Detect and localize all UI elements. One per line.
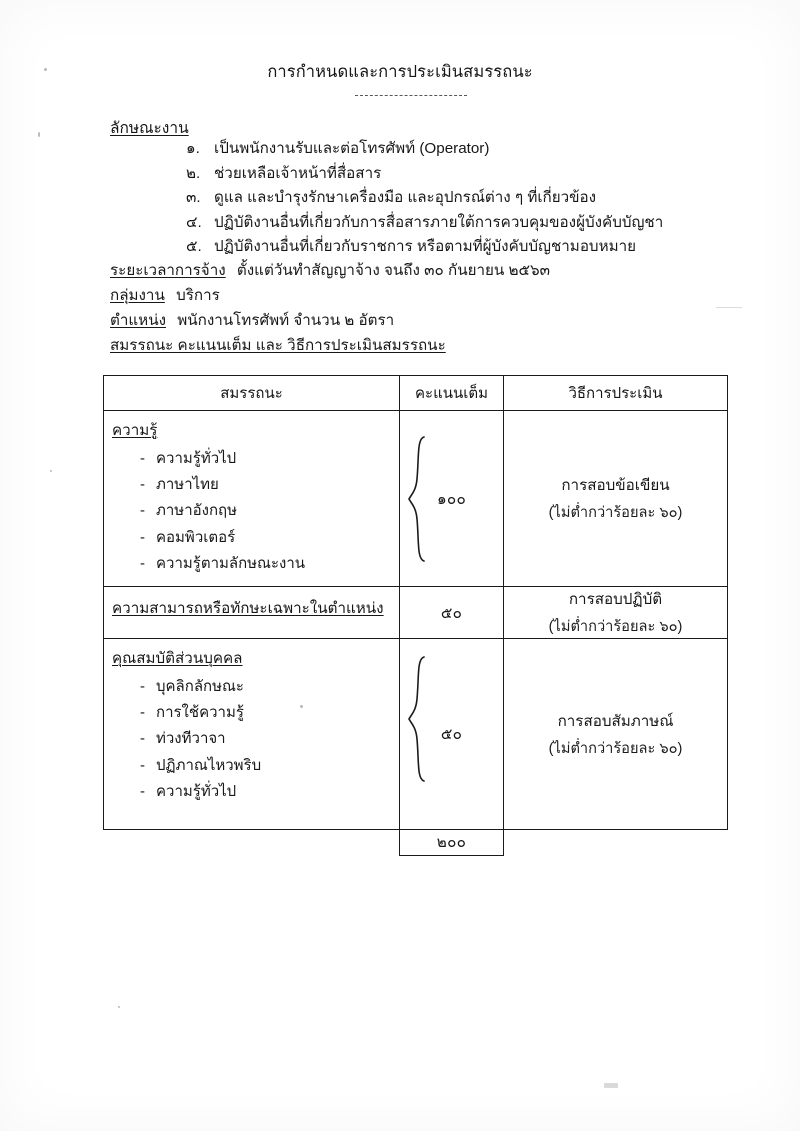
sub-item-label: การใช้ความรู้ <box>156 704 244 722</box>
bullet-dash: - <box>140 476 145 494</box>
sub-item-label: ปฏิภาณไหวพริบ <box>156 756 262 774</box>
list-item <box>112 753 399 779</box>
score-value: ๑๐๐ <box>436 490 467 508</box>
duty-text: ปฏิบัติงานอื่นที่เกี่ยวกับการสื่อสารภายใต้การควบคุมของผู้บังคับบัญชา <box>214 213 664 231</box>
total-score-value: ๒๐๐ <box>436 834 467 852</box>
competency-title: คุณสมบัติส่วนบุคคล <box>112 650 243 668</box>
list-item <box>112 472 399 498</box>
scan-artifact <box>716 307 742 308</box>
list-item <box>112 779 399 805</box>
sub-item-label: บุคลิกลักษณะ <box>156 678 244 696</box>
list-item <box>186 162 706 187</box>
duty-number: ๑. <box>186 140 200 157</box>
cell-competency <box>104 411 399 586</box>
employment-period-label: ระยะเวลาการจ้าง <box>110 262 226 279</box>
sub-item-label: ภาษาอังกฤษ <box>156 502 238 520</box>
competency-table <box>103 375 728 852</box>
sub-item-label: ความรู้ทั่วไป <box>156 450 237 467</box>
cell-score <box>399 639 504 829</box>
position-label: ตำแหน่ง <box>110 312 166 329</box>
cell-method <box>504 639 727 829</box>
header-cell-method: วิธีการประเมิน <box>568 385 663 402</box>
curly-brace-icon <box>408 655 428 783</box>
curly-brace-icon <box>408 435 428 563</box>
table-row <box>104 586 727 638</box>
duty-text: ช่วยเหลือเจ้าหน้าที่สื่อสาร <box>214 164 382 182</box>
list-item <box>112 700 399 726</box>
position-value: พนักงานโทรศัพท์ จำนวน ๒ อัตรา <box>177 312 395 329</box>
header-cell-score: คะแนนเต็ม <box>399 376 504 410</box>
table-header-row <box>104 376 727 410</box>
job-group-line <box>110 283 220 307</box>
method-name: การสอบสัมภาษณ์ <box>557 712 674 730</box>
list-item <box>112 498 399 524</box>
sub-item-label: ความรู้ตามลักษณะงาน <box>156 554 306 572</box>
bullet-dash: - <box>140 704 145 722</box>
competency-sub-list <box>112 446 399 577</box>
title-divider <box>355 95 467 96</box>
table-intro-text: สมรรถนะ คะแนนเต็ม และ วิธีการประเมินสมรรถนะ <box>110 337 446 354</box>
bullet-dash: - <box>140 528 145 546</box>
score-value: ๕๐ <box>440 604 463 622</box>
list-item <box>112 551 399 577</box>
duty-number: ๕. <box>186 238 202 256</box>
duty-number: ๓. <box>186 189 201 207</box>
list-item <box>112 525 399 551</box>
sub-item-label: คอมพิวเตอร์ <box>156 528 236 546</box>
table-row <box>104 638 727 829</box>
method-name: การสอบข้อเขียน <box>561 477 670 494</box>
cell-method <box>504 411 727 586</box>
competency-title: ความสามารถหรือทักษะเฉพาะในตำแหน่ง <box>112 600 384 618</box>
cell-competency <box>104 587 399 638</box>
table-row <box>104 410 727 586</box>
method-name: การสอบปฏิบัติ <box>568 591 663 609</box>
competency-sub-list <box>112 674 399 805</box>
bullet-dash: - <box>140 678 145 696</box>
bullet-dash: - <box>140 502 145 520</box>
scan-artifact <box>118 1006 120 1008</box>
cell-method <box>504 587 727 638</box>
list-item <box>112 726 399 752</box>
bullet-dash: - <box>140 554 145 572</box>
total-score-cell <box>399 829 504 856</box>
method-threshold: (ไม่ต่ำกว่าร้อยละ ๖๐) <box>548 619 683 636</box>
position-line <box>110 308 394 332</box>
scan-artifact <box>38 132 40 137</box>
page-title: การกำหนดและการประเมินสมรรถนะ <box>267 63 533 81</box>
duty-text: เป็นพนักงานรับและต่อโทรศัพท์ (Operator) <box>214 140 490 157</box>
list-item <box>186 186 706 211</box>
sub-item-label: ภาษาไทย <box>156 476 219 494</box>
scan-artifact <box>50 470 52 472</box>
employment-period-line <box>110 258 550 282</box>
bullet-dash: - <box>140 756 145 774</box>
header-cell-competency: สมรรถนะ <box>220 385 283 402</box>
duty-list <box>186 137 706 260</box>
sub-item-label: ท่วงทีวาจา <box>156 730 226 748</box>
cell-score <box>399 411 504 586</box>
scan-artifact <box>604 1083 618 1088</box>
list-item <box>186 137 706 162</box>
list-item <box>186 211 706 236</box>
cell-competency <box>104 639 399 829</box>
competency-title: ความรู้ <box>112 422 158 439</box>
bullet-dash: - <box>140 730 145 748</box>
score-value: ๕๐ <box>440 726 463 744</box>
method-threshold: (ไม่ต่ำกว่าร้อยละ ๖๐) <box>548 740 683 757</box>
job-description-heading: ลักษณะงาน <box>110 120 189 137</box>
table-intro-line <box>110 333 446 357</box>
duty-number: ๒. <box>186 164 201 182</box>
duty-text: ปฏิบัติงานอื่นที่เกี่ยวกับราชการ หรือตามที่ผู้บังคับบัญชามอบหมาย <box>214 238 637 256</box>
list-item <box>112 446 399 472</box>
job-group-label: กลุ่มงาน <box>110 287 165 304</box>
job-group-value: บริการ <box>176 287 220 304</box>
bullet-dash: - <box>140 782 145 800</box>
list-item <box>112 674 399 700</box>
cell-score <box>399 587 504 638</box>
bullet-dash: - <box>140 450 145 467</box>
list-item <box>186 235 706 260</box>
method-threshold: (ไม่ต่ำกว่าร้อยละ ๖๐) <box>548 505 683 521</box>
duty-number: ๔. <box>186 213 202 231</box>
duty-text: ดูแล และบำรุงรักษาเครื่องมือ และอุปกรณ์ต่าง ๆ ที่เกี่ยวข้อง <box>214 189 597 207</box>
employment-period-value: ตั้งแต่วันทำสัญญาจ้าง จนถึง ๓๐ กันยายน ๒๕๖๓ <box>236 262 551 279</box>
sub-item-label: ความรู้ทั่วไป <box>156 782 237 800</box>
